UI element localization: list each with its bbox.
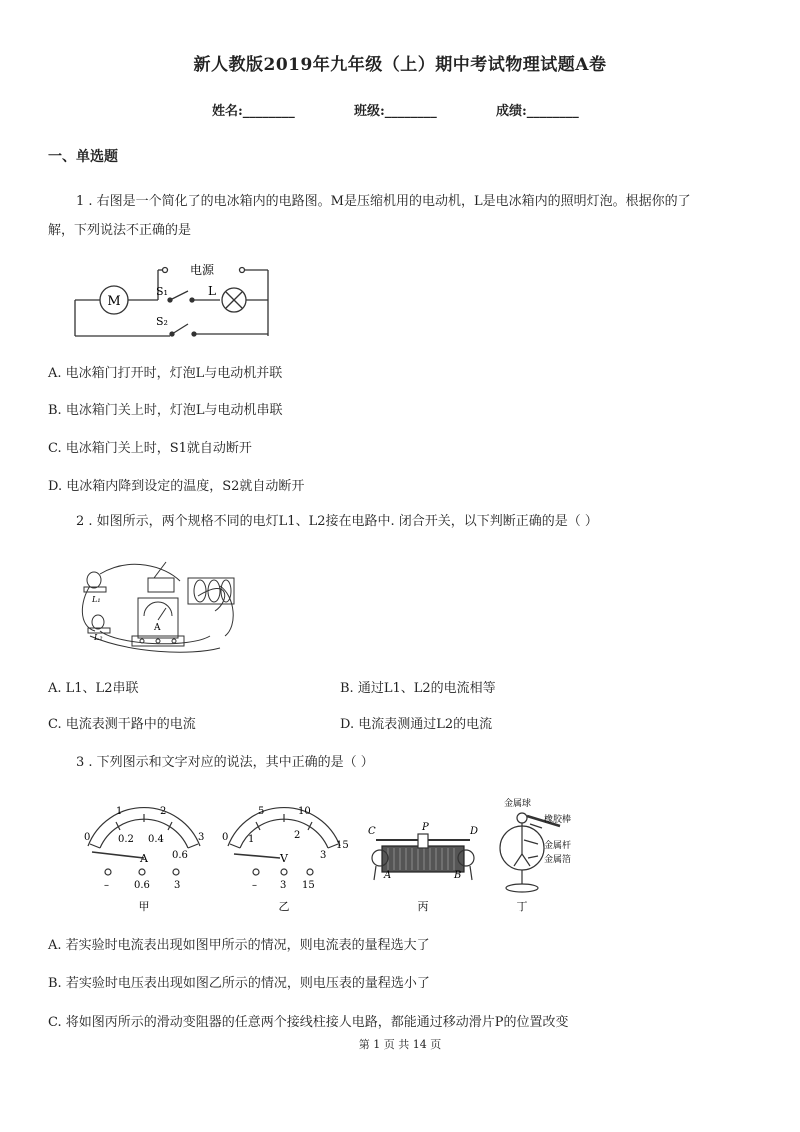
jia-caption: 甲 <box>138 900 150 912</box>
jia-scale-top-1: 1 <box>116 806 123 817</box>
jia-scale-bottom-1: 0.2 <box>118 834 134 845</box>
yi-caption: 乙 <box>278 900 290 912</box>
class-field-label: 班级:________ <box>354 104 437 119</box>
q1-option-d: D. 电冰箱内降到设定的温度，S2就自动断开 <box>48 479 305 494</box>
q1-option-b: B. 电冰箱门关上时，灯泡L与电动机串联 <box>48 403 283 418</box>
yi-terminal-neg: – <box>252 880 257 891</box>
page-title: 新人教版2019年九年级（上）期中考试物理试题A卷 <box>193 55 607 75</box>
q2-option-c: C. 电流表测干路中的电流 <box>48 717 196 732</box>
yi-scale-top-5: 5 <box>258 806 265 817</box>
question-1-line1: 1 . 右图是一个简化了的电冰箱内的电路图。M是压缩机用的电动机，L是电冰箱内的照明灯泡。根据你的了 <box>76 194 691 209</box>
section-title: 一、单选题 <box>48 149 118 165</box>
bing-letter-a: A <box>384 870 392 881</box>
q3-option-b: B. 若实验时电压表出现如图乙所示的情况，则电压表的量程选小了 <box>48 976 430 991</box>
lamp-l2-label: L₂ <box>94 633 103 642</box>
lamp-label: L <box>208 284 216 298</box>
figure-yi-voltmeter <box>218 800 350 912</box>
yi-scale-top-0: 0 <box>222 832 229 843</box>
motor-label: M <box>107 294 121 309</box>
lamp-l1-label: L₁ <box>92 595 101 604</box>
jia-terminal-3: 3 <box>174 880 181 891</box>
switch-s1-label: S₁ <box>156 285 168 298</box>
power-source-label: 电源 <box>189 263 215 277</box>
q1-option-a: A. 电冰箱门打开时，灯泡L与电动机并联 <box>48 366 283 381</box>
yi-scale-bottom-2: 2 <box>294 830 301 841</box>
q1-option-c: C. 电冰箱门关上时，S1就自动断开 <box>48 441 252 456</box>
yi-scale-top-10: 10 <box>298 806 311 817</box>
ding-label-metal-foil: 金属箔 <box>544 855 572 865</box>
bing-caption: 丙 <box>417 900 429 912</box>
jia-terminal-06: 0.6 <box>134 880 150 891</box>
jia-scale-top-2: 2 <box>160 806 167 817</box>
jia-unit-label: A <box>140 852 148 865</box>
q2-option-d: D. 电流表测通过L2的电流 <box>340 717 493 732</box>
bing-letter-d: D <box>470 826 479 837</box>
q2-option-b: B. 通过L1、L2的电流相等 <box>340 681 496 696</box>
score-field-label: 成绩:________ <box>496 104 579 119</box>
figure-bing-rheostat <box>366 818 480 912</box>
jia-scale-top-3: 3 <box>198 832 205 843</box>
jia-terminal-neg: – <box>104 880 109 891</box>
bing-letter-p: P <box>422 822 429 833</box>
bing-letter-c: C <box>368 826 376 837</box>
question-3-stem: 3 . 下列图示和文字对应的说法，其中正确的是（ ） <box>76 755 374 770</box>
switch-s2-label: S₂ <box>156 315 168 328</box>
question-1-line2: 解，下列说法不正确的是 <box>48 223 192 238</box>
ding-label-metal-ball: 金属球 <box>504 799 532 809</box>
yi-terminal-15: 15 <box>302 880 315 891</box>
lamps-ammeter-circuit-figure <box>70 556 242 654</box>
q2-option-a: A. L1、L2串联 <box>48 681 139 696</box>
yi-scale-top-15: 15 <box>336 840 349 851</box>
figure-ding-electroscope <box>494 796 614 914</box>
name-field-label: 姓名:________ <box>212 104 295 119</box>
yi-terminal-3: 3 <box>280 880 287 891</box>
yi-scale-bottom-3: 3 <box>320 850 327 861</box>
page-footer: 第 1 页 共 14 页 <box>358 1038 442 1051</box>
yi-scale-bottom-1: 1 <box>248 834 255 845</box>
question-2-stem: 2 . 如图所示，两个规格不同的电灯L1、L2接在电路中. 闭合开关，以下判断正确的是（ ） <box>76 514 598 529</box>
yi-unit-label: V <box>280 852 288 865</box>
jia-scale-bottom-3: 0.6 <box>172 850 188 861</box>
ding-caption: 丁 <box>516 900 528 913</box>
bing-letter-b: B <box>454 870 462 881</box>
jia-scale-bottom-2: 0.4 <box>148 834 164 845</box>
figure-jia-ammeter <box>78 800 208 912</box>
ammeter-label: A <box>154 623 161 633</box>
jia-scale-top-0: 0 <box>84 832 91 843</box>
q3-option-a: A. 若实验时电流表出现如图甲所示的情况，则电流表的量程选大了 <box>48 938 430 953</box>
ding-label-rubber-rod: 橡胶棒 <box>544 815 572 825</box>
ding-label-metal-rod: 金属杆 <box>544 841 572 851</box>
q3-option-c: C. 将如图丙所示的滑动变阻器的任意两个接线柱接人电路，都能通过移动滑片P的位置改变 <box>48 1015 569 1030</box>
fridge-circuit-diagram <box>72 258 272 340</box>
